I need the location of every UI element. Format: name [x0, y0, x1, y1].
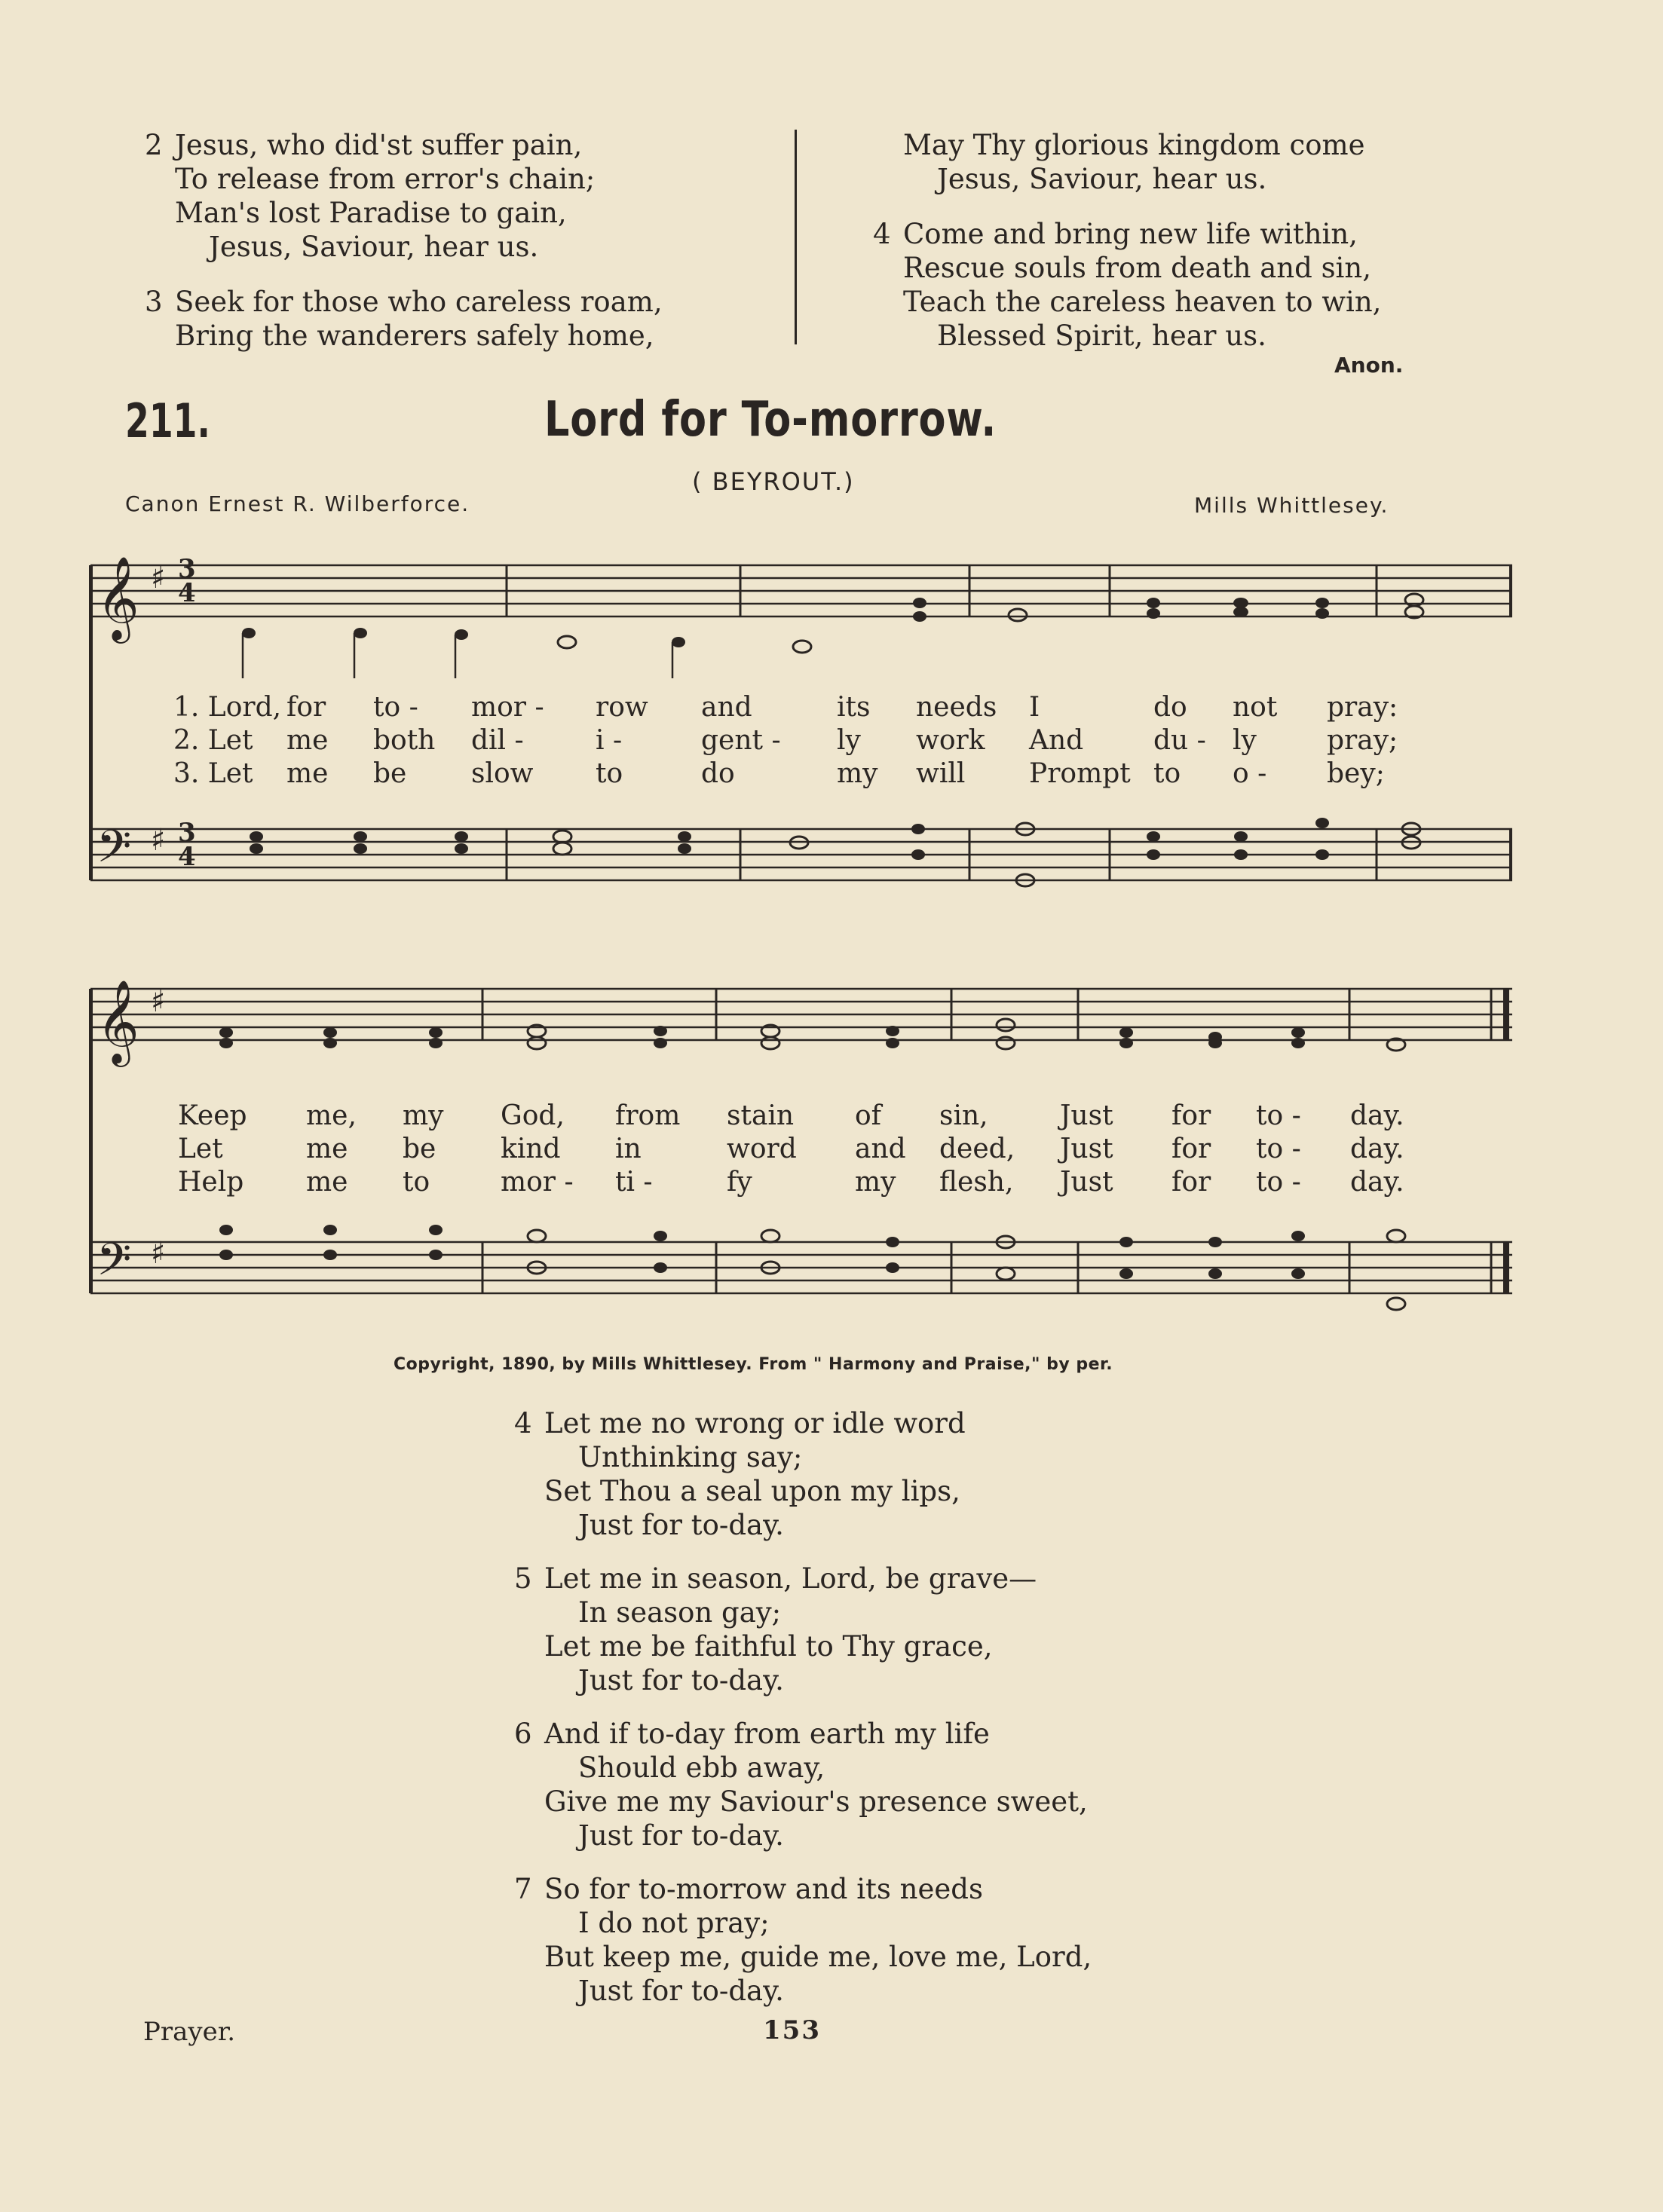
lyric-syllable: me [286, 724, 329, 756]
stanza-text: In season gay; [578, 1596, 782, 1629]
lyric-syllable: day. [1350, 1133, 1404, 1164]
stanza-line [514, 1785, 1092, 1819]
stanza-line [145, 196, 663, 230]
lyric-syllable: day. [1350, 1100, 1404, 1131]
stanza-line [145, 319, 663, 353]
lyric-syllable: my [855, 1166, 896, 1198]
hymn-composer: Mills Whittlesey. [1194, 493, 1389, 518]
sharp-icon: ♯ [151, 823, 166, 858]
lyric-syllable: 1. Lord, [173, 691, 282, 723]
lyric-syllable: 3. Let [173, 757, 253, 789]
lyric-syllable: to - [1256, 1133, 1301, 1164]
lyric-syllable: me, [306, 1100, 357, 1131]
bass-notes-1 [250, 818, 1420, 886]
lyric-syllable: to - [1256, 1166, 1301, 1198]
sharp-icon: ♯ [151, 561, 166, 595]
stanza-text: So for to-morrow and its needs [544, 1873, 983, 1905]
stanza-text: Teach the careless heaven to win, [903, 286, 1382, 318]
lyric-syllable: dil - [471, 724, 524, 756]
lyric-syllable: do [701, 757, 735, 789]
stanza-line [514, 1751, 1092, 1785]
lyric-syllable: mor - [501, 1166, 574, 1198]
lyric-syllable: Just [1060, 1133, 1113, 1164]
lyric-row [178, 1165, 1475, 1198]
stanza-number: 5 [514, 1562, 532, 1595]
lyric-syllable: will [916, 757, 966, 789]
copyright-notice: Copyright, 1890, by Mills Whittlesey. From " Harmony and Praise," by per. [394, 1355, 1113, 1374]
stanza-line [514, 1629, 1092, 1663]
stanza-text: To release from error's chain; [175, 163, 596, 195]
lyric-syllable: Help [178, 1166, 244, 1198]
lyric-syllable: pray; [1327, 724, 1398, 756]
lyric-syllable: flesh, [939, 1166, 1014, 1198]
stanza-number: 2 [145, 129, 163, 161]
footer-topic: Prayer. [143, 2017, 236, 2047]
lyric-syllable: both [373, 724, 436, 756]
stanza-text: Give me my Saviour's presence sweet, [544, 1785, 1088, 1818]
stanza-line [514, 1474, 1092, 1508]
system-brace-line [89, 565, 93, 880]
stanza-text: May Thy glorious kingdom come [903, 129, 1365, 161]
stanza-text: Just for to-day. [578, 1819, 784, 1852]
lyric-syllable: stain [727, 1100, 795, 1131]
time-signature: 3 4 [178, 554, 196, 608]
lyric-syllable: not [1233, 691, 1278, 723]
page-number: 153 [763, 2015, 821, 2045]
top-right-stanzas [873, 128, 1381, 353]
lyric-syllable: me [306, 1166, 348, 1198]
stanza-line [514, 1562, 1092, 1596]
lyric-syllable: and [701, 691, 752, 723]
lyric-syllable: for [286, 691, 326, 723]
stanza-line [145, 162, 663, 196]
stanza-text: Jesus, Saviour, hear us. [209, 231, 539, 263]
lyric-syllable: ly [1233, 724, 1257, 756]
stanza-line [514, 1406, 1092, 1440]
tune-name: ( BEYROUT.) [692, 467, 855, 496]
stanza-line [873, 162, 1381, 196]
stanza-text: Set Thou a seal upon my lips, [544, 1475, 960, 1507]
treble-staff-1 [90, 565, 1512, 616]
lyrics-system-1 [173, 690, 1478, 790]
lower-stanzas [514, 1406, 1092, 2008]
stanza-text: Just for to-day. [578, 1975, 784, 2007]
treble-clef-icon: 𝄞 [96, 979, 139, 1063]
lyric-syllable: word [727, 1133, 797, 1164]
lyric-syllable: needs [916, 691, 997, 723]
lyric-syllable: be [403, 1133, 436, 1164]
stanza-line [145, 230, 663, 264]
stanza-author: Anon. [1334, 353, 1404, 378]
lyric-syllable: Just [1060, 1100, 1113, 1131]
stanza-line [514, 1596, 1092, 1629]
lyric-syllable: ti - [615, 1166, 653, 1198]
stanza-line [514, 1906, 1092, 1940]
stanza-line [873, 319, 1381, 353]
stanza-line [873, 128, 1381, 162]
treble-notes-2 [219, 1019, 1405, 1051]
stanza-line [514, 1508, 1092, 1542]
stanza-text: Jesus, who did'st suffer pain, [175, 129, 583, 161]
hymn-number: 211. [125, 393, 210, 448]
lyric-syllable: Keep [178, 1100, 247, 1131]
lyric-syllable: of [855, 1100, 881, 1131]
stanza-line [145, 285, 663, 319]
stanza-number: 4 [873, 218, 891, 250]
lyric-syllable: for [1171, 1100, 1211, 1131]
lyric-syllable: Prompt [1029, 757, 1131, 789]
lyric-syllable: fy [727, 1166, 752, 1198]
stanza-number: 6 [514, 1718, 532, 1750]
stanza-line [514, 1872, 1092, 1906]
stanza-line [514, 1940, 1092, 1974]
treble-notes-1 [242, 594, 1423, 678]
lyric-syllable: for [1171, 1166, 1211, 1198]
lyric-syllable: to [1153, 757, 1181, 789]
lyric-syllable: God, [501, 1100, 565, 1131]
lyric-syllable: o - [1233, 757, 1267, 789]
lyric-syllable: its [837, 691, 871, 723]
stanza-text: I do not pray; [578, 1907, 770, 1939]
stanza-line [514, 1717, 1092, 1751]
stanza-text: Man's lost Paradise to gain, [175, 197, 567, 229]
stanza-text: Let me no wrong or idle word [544, 1407, 966, 1439]
stanza-line [514, 1663, 1092, 1697]
lyric-row [178, 1099, 1475, 1132]
treble-clef-icon: 𝄞 [96, 555, 139, 640]
stanza-text: Let me be faithful to Thy grace, [544, 1630, 993, 1663]
stanza-text: Jesus, Saviour, hear us. [937, 163, 1267, 195]
lyric-syllable: work [916, 724, 985, 756]
lyric-syllable: kind [501, 1133, 561, 1164]
lyric-syllable: And [1029, 724, 1084, 756]
lyric-syllable: du - [1153, 724, 1206, 756]
stanza-line [514, 1819, 1092, 1853]
stanza-number: 3 [145, 286, 163, 318]
stanza-line [514, 1974, 1092, 2008]
stanza-text: Blessed Spirit, hear us. [937, 320, 1266, 352]
lyric-syllable: and [855, 1133, 906, 1164]
bass-staff-2 [90, 1242, 1512, 1293]
top-left-stanzas [145, 128, 663, 353]
stanza-text: Come and bring new life within, [903, 218, 1358, 250]
lyric-syllable: my [837, 757, 878, 789]
lyric-syllable: Let [178, 1133, 223, 1164]
stanza-text: Just for to-day. [578, 1664, 784, 1696]
lyric-syllable: my [403, 1100, 444, 1131]
lyric-syllable: day. [1350, 1166, 1404, 1198]
stanza-line [514, 1440, 1092, 1474]
lyric-syllable: to [596, 757, 623, 789]
bass-clef-icon: 𝄢 [96, 1233, 132, 1296]
lyric-row [173, 724, 1478, 757]
stanza-text: Bring the wanderers safely home, [175, 320, 654, 352]
lyric-syllable: be [373, 757, 407, 789]
lyric-syllable: do [1153, 691, 1187, 723]
lyrics-system-2 [178, 1099, 1475, 1198]
bass-clef-icon: 𝄢 [96, 820, 132, 883]
stanza-text: Seek for those who careless roam, [175, 286, 663, 318]
lyric-syllable: bey; [1327, 757, 1385, 789]
lyric-syllable: Just [1060, 1166, 1113, 1198]
lyric-syllable: pray: [1327, 691, 1398, 723]
system-brace-line [89, 989, 93, 1293]
lyric-syllable: to - [373, 691, 418, 723]
lyric-syllable: me [306, 1133, 348, 1164]
lyric-syllable: sin, [939, 1100, 988, 1131]
lyric-syllable: to - [1256, 1100, 1301, 1131]
stanza-text: Let me in season, Lord, be grave— [544, 1562, 1037, 1595]
stanza-line [873, 251, 1381, 285]
stanza-text: And if to-day from earth my life [544, 1718, 990, 1750]
stanza-text: Rescue souls from death and sin, [903, 252, 1371, 284]
lyric-syllable: ly [837, 724, 861, 756]
hymn-title: Lord for To-morrow. [544, 392, 997, 448]
lyric-syllable: from [615, 1100, 681, 1131]
stanza-number: 7 [514, 1873, 532, 1905]
lyric-row [173, 757, 1478, 790]
sharp-icon: ♯ [151, 1236, 166, 1271]
stanza-line [145, 128, 663, 162]
lyric-syllable: row [596, 691, 648, 723]
lyric-syllable: 2. Let [173, 724, 253, 756]
hymn-author: Canon Ernest R. Wilberforce. [125, 491, 470, 516]
lyric-syllable: gent - [701, 724, 781, 756]
lyric-syllable: I [1029, 691, 1040, 723]
column-divider [795, 130, 797, 344]
stanza-number: 4 [514, 1407, 532, 1439]
stanza-line [873, 285, 1381, 319]
lyric-syllable: me [286, 757, 329, 789]
sharp-icon: ♯ [151, 984, 166, 1019]
lyric-row [178, 1132, 1475, 1165]
lyric-syllable: for [1171, 1133, 1211, 1164]
lyric-syllable: deed, [939, 1133, 1015, 1164]
lyric-syllable: mor - [471, 691, 544, 723]
time-signature: 3 4 [178, 818, 196, 872]
stanza-text: Should ebb away, [578, 1752, 825, 1784]
stanza-text: But keep me, guide me, love me, Lord, [544, 1941, 1092, 1973]
stanza-line [873, 217, 1381, 251]
stanza-text: Unthinking say; [578, 1441, 803, 1473]
lyric-syllable: to [403, 1166, 430, 1198]
lyric-syllable: i - [596, 724, 623, 756]
lyric-syllable: slow [471, 757, 534, 789]
lyric-row [173, 690, 1478, 724]
stanza-text: Just for to-day. [578, 1509, 784, 1541]
lyric-syllable: in [615, 1133, 642, 1164]
